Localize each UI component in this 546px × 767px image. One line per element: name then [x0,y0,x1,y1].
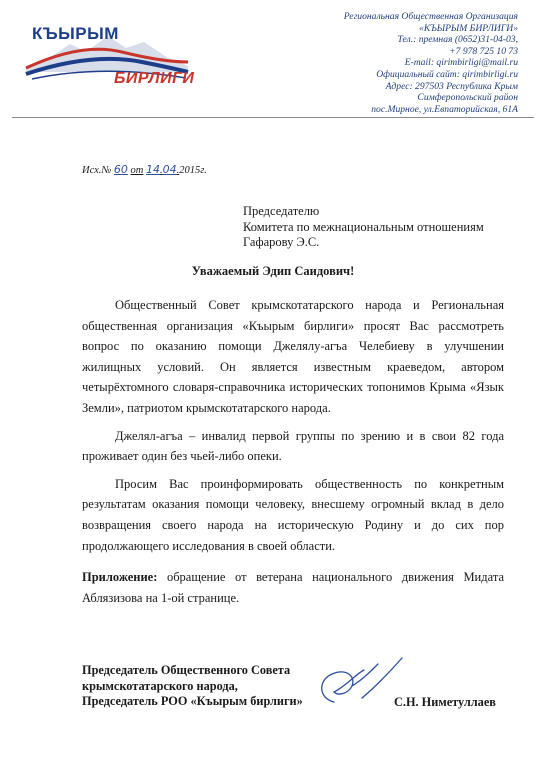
addressee-block [243,204,484,251]
letterhead-divider [12,117,534,118]
signatory-title [82,663,303,710]
addressee-line: Председателю [243,204,320,218]
attachment-note [82,567,504,608]
contact-line: Тел.: премная (0652)31-04-03, [397,34,518,46]
signatory-title-line: Председатель Общественного Совета [82,663,291,677]
addressee-line: Комитета по межнациональным отношениям [243,219,484,234]
signatory-title-line: крымскотатарского народа, [82,678,238,693]
contact-line: E-mail: qirimbirligi@mail.ru [404,57,518,69]
reference-number: 60 [113,163,128,176]
reference-prefix: Исх.№ [82,165,112,176]
body-paragraph: Общественный Совет крымскотатарского народа и Региональная общественная организация «Къырым бирлиги» просят Вас рассмотреть вопрос по оказанию помощи Джелялу-агъа Челебиеву в улучшении жилищных условий. Он является известным краеведом, автором четырёхтомного словаря-справочника исторических топонимов Крыма «Язык Земли», патриотом крымскотатарского народа. [82,298,504,415]
reference-year: 2015г. [179,165,207,176]
signatory-title-line: Председатель РОО «Къырым бирлиги» [82,694,303,708]
letterhead-contacts [268,11,518,115]
attachment-text: обращение от ветерана национального движения Мидата Аблязизова на 1-ой странице. [82,570,504,605]
organization-logo [22,22,195,94]
contact-line: «КЪЫРЫМ БИРЛИГИ» [419,22,518,34]
greeting: Уважаемый Эдип Саидович! [191,264,355,278]
attachment-label: Приложение: [82,570,158,585]
letter-body [82,295,504,615]
reference-from: от [130,165,144,176]
addressee-line: Гафарову Э.С. [243,235,320,249]
contact-line: Симферопольский район [417,92,518,104]
signatory-name: С.Н. Ниметуллаев [394,695,496,709]
reference-date-day: 14 [146,163,161,176]
contact-line: пос.Мирное, ул.Евпаторийская, 61А [371,103,518,115]
body-paragraph: Джелял-агъа – инвалид первой группы по зрению и в свои 82 года проживает один без чьей-либо опеки. [82,428,504,464]
contact-line: Адрес: 297503 Республика Крым [385,80,518,92]
contact-line: +7 978 725 10 73 [449,45,518,57]
contact-line: Официальный сайт: qirimbirligi.ru [376,68,518,80]
reference-date-month: 04 [162,163,177,176]
logo-top-text: КЪЫРЫМ [32,24,119,43]
outgoing-reference: Исх.№ 60 от 14.04.2015г. [82,163,207,176]
body-paragraph: Просим Вас проинформировать общественность по конкретным результатам оказания помощи человеку, внесшему огромный вклад в дело возвращения своего народа на историческую Родину и до сих пор продолжающего исследования в своей области. [82,476,504,553]
logo-bottom-text: БИРЛИГИ [114,70,195,87]
contact-line: Региональная Общественная Организация [343,11,518,22]
